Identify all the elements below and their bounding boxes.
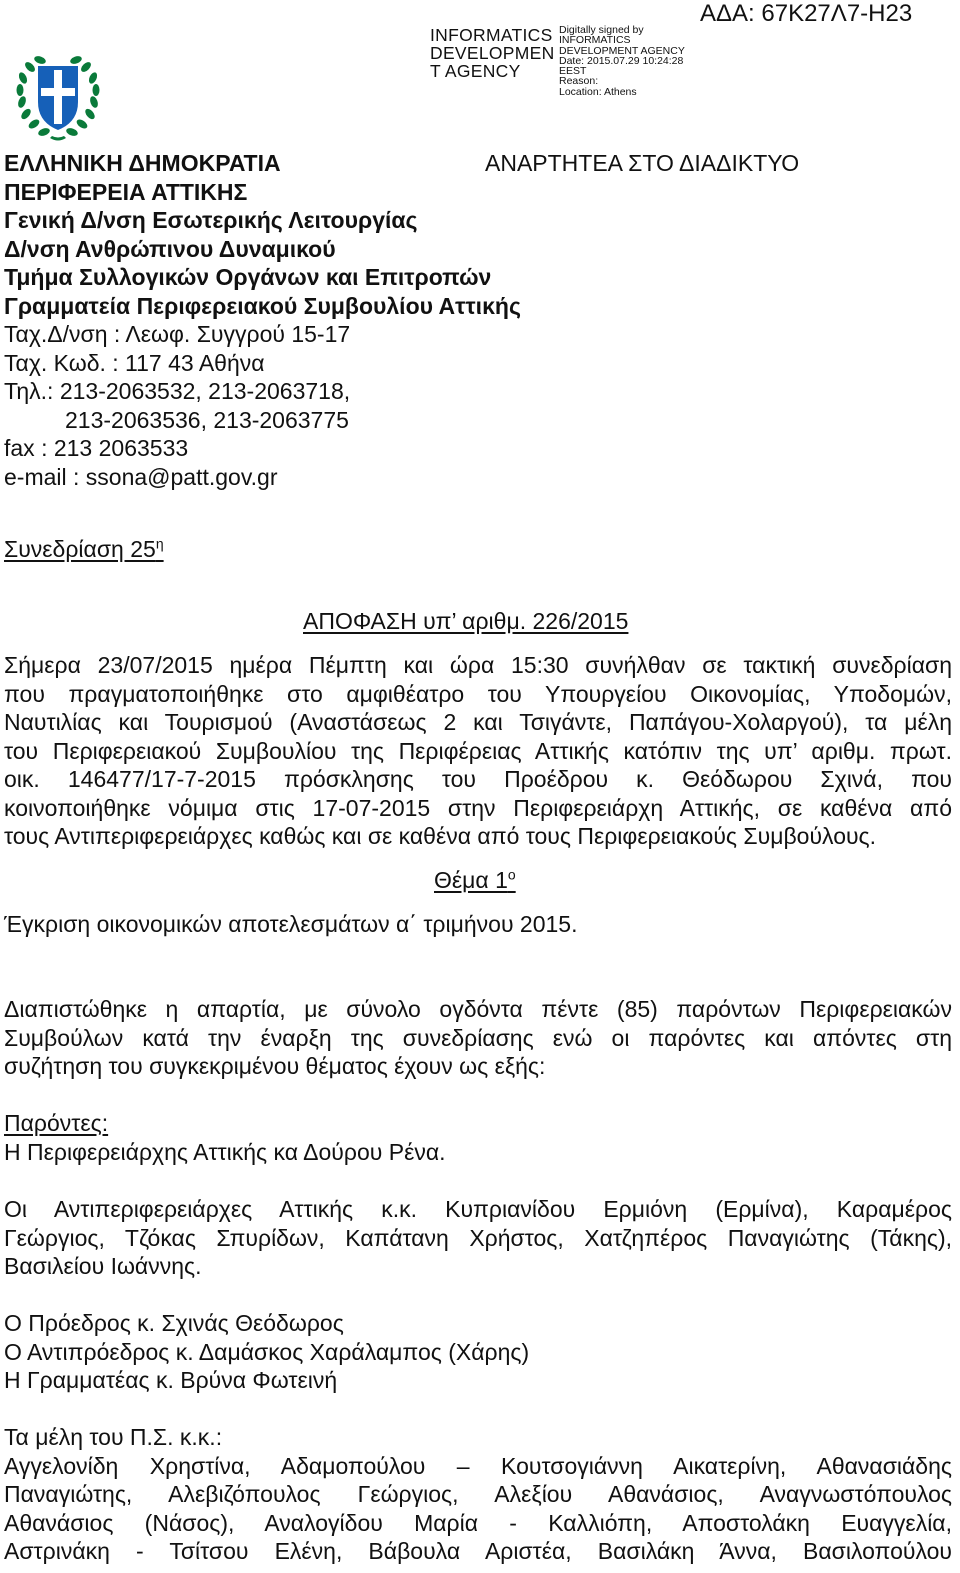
contact-address: Ταχ.Δ/νση : Λεωφ. Συγγρού 15-17 bbox=[4, 321, 351, 347]
topic-description: Έγκριση οικονομικών αποτελεσμάτων α΄ τριμήνου 2015. bbox=[4, 911, 578, 937]
header-line: ΠΕΡΙΦΕΡΕΙΑ ΑΤΤΙΚΗΣ bbox=[4, 178, 248, 205]
officer-vice-president: Ο Αντιπρόεδρος κ. Δαμάσκος Χαράλαμπος (Χάρης) bbox=[4, 1338, 530, 1365]
signature-details bbox=[559, 25, 685, 97]
header-line: Γραμματεία Περιφερειακού Συμβουλίου Αττικής bbox=[4, 292, 521, 319]
vice-governors-line: Οι Αντιπεριφερειάρχες Αττικής κ.κ. Κυπριανίδου Ερμιόνη (Ερμίνα), Καραμέρος bbox=[4, 1196, 952, 1222]
signature-org-line: T AGENCY bbox=[430, 61, 521, 81]
header-line: Δ/νση Ανθρώπινου Δυναμικού bbox=[4, 235, 336, 262]
contact-email: e-mail : ssona@patt.gov.gr bbox=[4, 463, 278, 490]
members-label: Τα μέλη του Π.Σ. κ.κ.: bbox=[4, 1424, 223, 1450]
signature-organization bbox=[430, 26, 555, 80]
contact-phone: Τηλ.: 213-2063532, 213-2063718, bbox=[4, 378, 351, 404]
contact-fax: fax : 213 2063533 bbox=[4, 435, 189, 461]
members-line: Αστρινάκη - Τσίτσου Ελένη, Βάβουλα Αριστέα, Βασιλάκη Άννα, Βασιλοπούλου bbox=[4, 1538, 952, 1564]
signature-detail-line: Digitally signed by bbox=[559, 24, 644, 36]
header-line: Τμήμα Συλλογικών Οργάνων και Επιτροπών bbox=[4, 264, 492, 290]
contact-phone-cont: 213-2063536, 213-2063775 bbox=[65, 406, 349, 433]
signature-detail-line: DEVELOPMENT AGENCY bbox=[559, 44, 685, 57]
topic-text: Θέμα 1 bbox=[434, 867, 508, 893]
intro-line: Σήμερα 23/07/2015 ημέρα Πέμπτη και ώρα 15:30 συνήλθαν σε τακτική συνεδρίαση bbox=[4, 652, 952, 678]
intro-line: που πραγματοποιήθηκε στο αμφιθέατρο του Υπουργείου Οικονομίας, Υποδομών, bbox=[4, 680, 952, 707]
session-sup: η bbox=[155, 535, 164, 552]
signature-org-line: INFORMATICS bbox=[430, 25, 553, 45]
header-line: Γενική Δ/νση Εσωτερικής Λειτουργίας bbox=[4, 207, 418, 233]
officer-secretary: Η Γραμματέας κ. Βρύνα Φωτεινή bbox=[4, 1367, 338, 1393]
ada-code: ΑΔΑ: 67Κ27Λ7-Η23 bbox=[700, 0, 913, 27]
members-line: Αγγελονίδη Χρηστίνα, Αδαμοπούλου – Κουτσογιάννη Αικατερίνη, Αθανασιάδης bbox=[4, 1452, 952, 1479]
quorum-line: Συμβούλων κατά την έναρξη της συνεδρίασης ενώ οι παρόντες και απόντες στη bbox=[4, 1024, 952, 1051]
quorum-line: Διαπιστώθηκε η απαρτία, με σύνολο ογδόντα πέντε (85) παρόντων Περιφερειακών bbox=[4, 996, 952, 1022]
vice-governors-line: Γεώργιος, Τζόκας Σπυρίδων, Καπάτανη Χρήστος, Χατζηπέρος Παναγιώτης (Τάκης), bbox=[4, 1224, 952, 1251]
signature-detail-line: INFORMATICS bbox=[559, 34, 631, 47]
session-text: Συνεδρίαση 25 bbox=[4, 536, 156, 562]
signature-detail-line: Date: 2015.07.29 10:24:28 bbox=[559, 54, 684, 67]
header-line: ΕΛΛΗΝΙΚΗ ΔΗΜΟΚΡΑΤΙΑ bbox=[4, 150, 281, 176]
intro-line: τους Αντιπεριφερειάρχες καθώς και σε καθένα από τους Περιφερειακούς Συμβούλους. bbox=[4, 823, 877, 849]
intro-line: Ναυτιλίας και Τουρισμού (Αναστάσεως 2 και Τσιγάντε, Παπάγου-Χολαργού), τα μέλη bbox=[4, 709, 952, 735]
signature-detail-line: EEST bbox=[559, 65, 587, 78]
contact-postal: Ταχ. Κωδ. : 117 43 Αθήνα bbox=[4, 349, 265, 376]
posting-note: ΑΝΑΡΤΗΤΕΑ ΣΤΟ ΔΙΑΔΙΚΤΥΟ bbox=[485, 150, 800, 176]
decision-title: ΑΠΟΦΑΣΗ υπ’ αριθμ. 226/2015 bbox=[303, 608, 629, 634]
session-label bbox=[4, 535, 164, 564]
present-label: Παρόντες: bbox=[4, 1110, 109, 1136]
topic-label bbox=[434, 866, 516, 895]
officer-president: Ο Πρόεδρος κ. Σχινάς Θεόδωρος bbox=[4, 1310, 344, 1336]
signature-org-line: DEVELOPMEN bbox=[430, 43, 555, 63]
intro-line: οικ. 146477/17-7-2015 πρόσκλησης του Προέδρου κ. Θεόδωρου Σχινά, που bbox=[4, 766, 952, 792]
quorum-line: συζήτηση του συγκεκριμένου θέματος έχουν ως εξής: bbox=[4, 1053, 546, 1079]
members-line: Αθανάσιος (Νάσος), Αναλογίδου Μαρία - Καλλιόπη, Αποστολάκη Ευαγγελία, bbox=[4, 1509, 952, 1536]
topic-sup: ο bbox=[507, 866, 516, 883]
governor: Η Περιφερειάρχης Αττικής κα Δούρου Ρένα. bbox=[4, 1138, 446, 1165]
members-line: Παναγιώτης, Αλεβιζόπουλος Γεώργιος, Αλεξίου Αθανάσιος, Αναγνωστόπουλος bbox=[4, 1481, 952, 1507]
intro-line: του Περιφερειακού Συμβουλίου της Περιφέρειας Αττικής κατόπιν της υπ’ αριθμ. πρωτ. bbox=[4, 737, 952, 764]
signature-detail-line: Reason: bbox=[559, 75, 599, 88]
intro-line: κοινοποιήθηκε νόμιμα στις 17-07-2015 στην Περιφερειάρχη Αττικής, σε καθένα από bbox=[4, 794, 952, 821]
greek-emblem bbox=[10, 52, 106, 144]
vice-governors-line: Βασιλείου Ιωάννης. bbox=[4, 1253, 202, 1279]
signature-detail-line: Location: Athens bbox=[559, 85, 637, 98]
